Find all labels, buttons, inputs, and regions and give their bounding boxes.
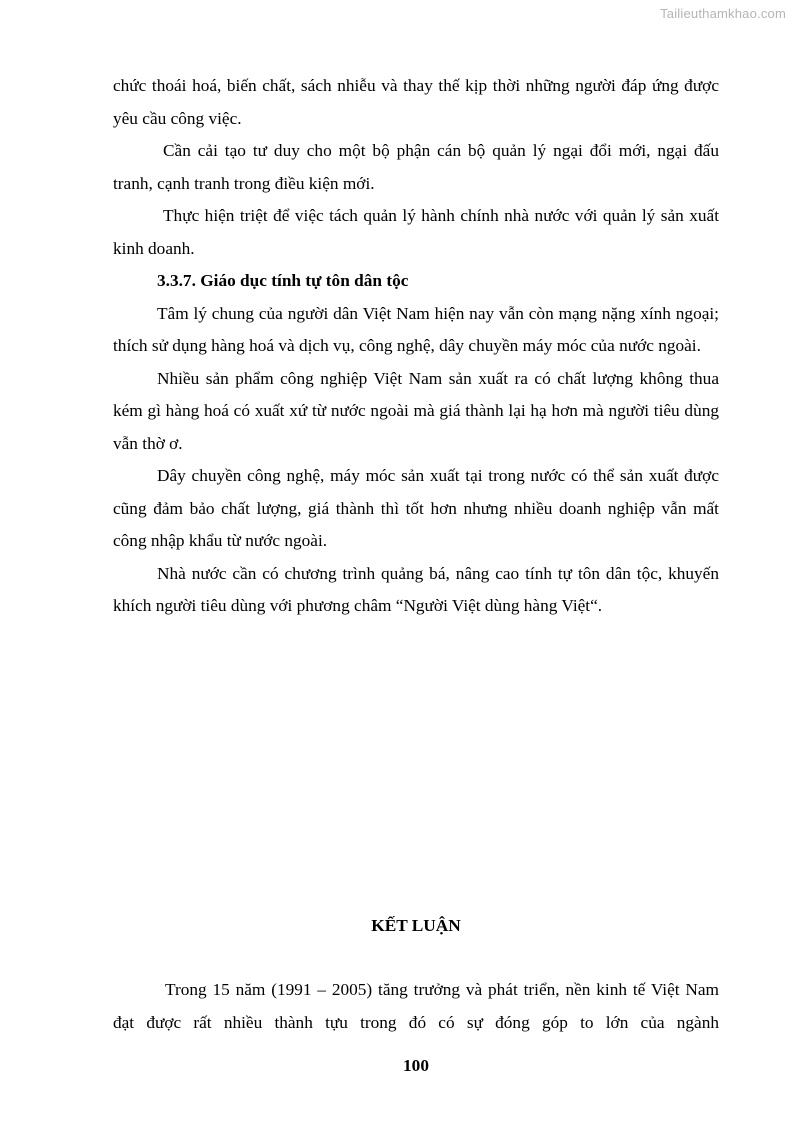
section-paragraph: Nhà nước cần có chương trình quảng bá, nâng cao tính tự tôn dân tộc, khuyến khích người tiêu dùng với phương châm “Người Việt dùng hàng Việt“.: [113, 563, 719, 615]
watermark: Tailieuthamkhao.com: [660, 6, 786, 21]
section-paragraph: Dây chuyền công nghệ, máy móc sản xuất tại trong nước có thể sản xuất được cũng đảm bảo chất lượng, giá thành thì tốt hơn nhưng nhiều doanh nghiệp vẫn mất công nhập khẩu từ nước ngoài.: [113, 466, 719, 550]
conclusion-paragraph: Trong 15 năm (1991 – 2005) tăng trưởng và phát triển, nền kinh tế Việt Nam đạt được rất nhiều thành tựu trong đó có sự đóng góp to lớn của ngành: [113, 980, 719, 1032]
page-number: 100: [403, 1056, 429, 1075]
conclusion-title: KẾT LUẬN: [371, 916, 461, 935]
section-paragraph: Tâm lý chung của người dân Việt Nam hiện nay vẫn còn mạng nặng xính ngoại; thích sử dụng hàng hoá và dịch vụ, công nghệ, dây chuyền máy móc của nước ngoài.: [113, 303, 719, 355]
paragraph-continuation: chức thoái hoá, biến chất, sách nhiễu và thay thế kịp thời những người đáp ứng được yêu cầu công việc.: [113, 76, 719, 128]
page-body: [113, 70, 719, 623]
paragraph-separation-management: Thực hiện triệt để việc tách quản lý hành chính nhà nước với quản lý sản xuất kinh doanh.: [113, 206, 719, 258]
section-heading: 3.3.7. Giáo dục tính tự tôn dân tộc: [157, 271, 409, 290]
paragraph-mindset-reform: Cần cải tạo tư duy cho một bộ phận cán bộ quản lý ngại đổi mới, ngại đấu tranh, cạnh tranh trong điều kiện mới.: [113, 141, 719, 193]
section-paragraph: Nhiều sản phẩm công nghiệp Việt Nam sản xuất ra có chất lượng không thua kém gì hàng hoá có xuất xứ từ nước ngoài mà giá thành lại hạ hơn mà người tiêu dùng vẫn thờ ơ.: [113, 368, 719, 453]
